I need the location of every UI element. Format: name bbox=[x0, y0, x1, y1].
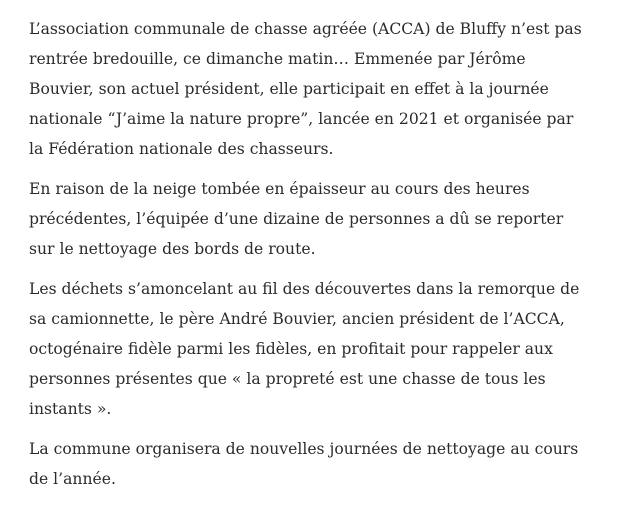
article-body bbox=[29, 14, 589, 504]
article-paragraph: L’association communale de chasse agréée (ACCA) de Bluffy n’est pas rentrée bredouille, ce dimanche matin… Emmenée par Jérôme Bouvier, son actuel président, elle participait en effet à la journée nationale “J’aime la nature propre”, lancée en 2021 et organisée par la Fédération nationale des chasseurs. bbox=[29, 20, 582, 158]
article-paragraph: La commune organisera de nouvelles journées de nettoyage au cours de l’année. bbox=[29, 440, 579, 488]
article-paragraph: En raison de la neige tombée en épaisseur au cours des heures précédentes, l’équipée d’une dizaine de personnes a dû se reporter sur le nettoyage des bords de route. bbox=[29, 180, 564, 258]
article-paragraph: Les déchets s’amoncelant au fil des découvertes dans la remorque de sa camionnette, le père André Bouvier, ancien président de l’ACCA, octogénaire fidèle parmi les fidèles, en profitait pour rappeler aux personnes présentes que « la propreté est une chasse de tous les instants ». bbox=[29, 280, 580, 418]
